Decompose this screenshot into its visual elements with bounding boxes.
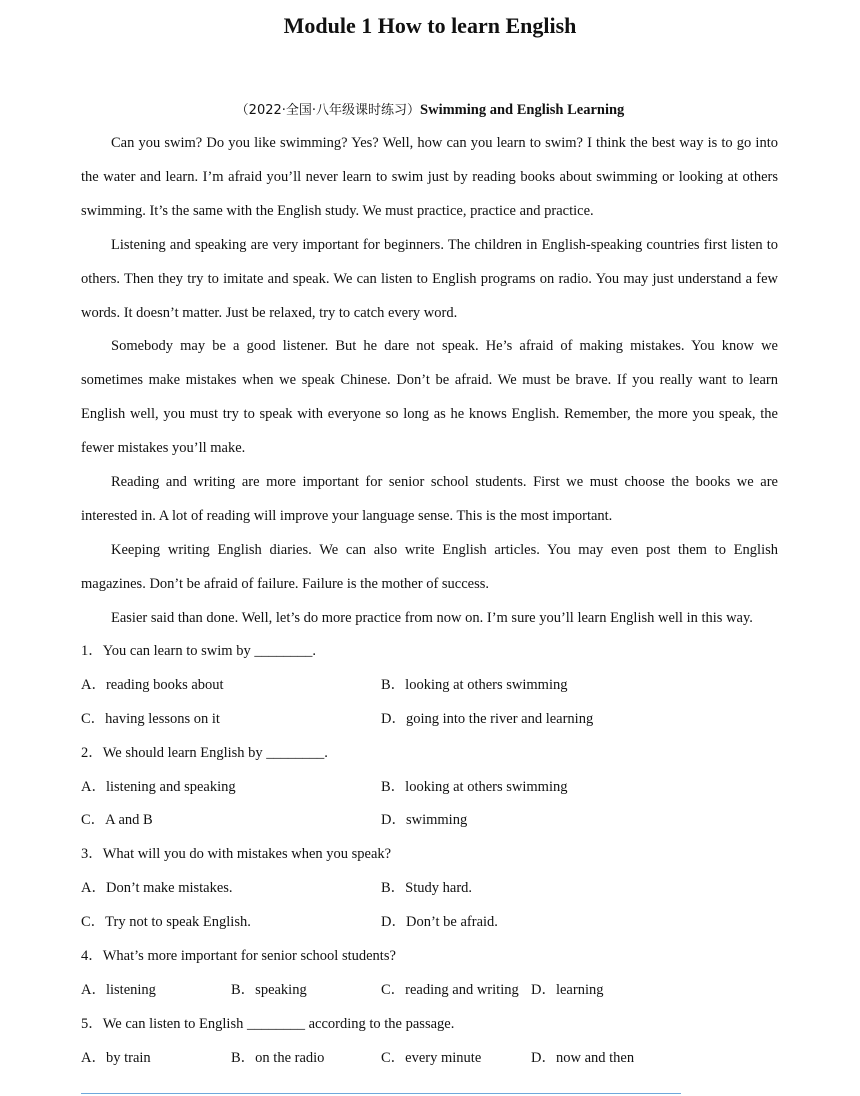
options-row [81, 804, 778, 838]
option-b[interactable]: B．on the radio [231, 1049, 325, 1066]
question-stem [81, 737, 778, 771]
paragraph: Listening and speaking are very important for beginners. The children in English-speaking countries first listen to others. Then they try to imitate and speak. We can listen to English programs on radio. You may just understand a few words. It doesn’t matter. Just be relaxed, try to catch every word. [81, 236, 778, 321]
options-row [81, 974, 778, 1008]
question-number: 3． [81, 846, 103, 863]
option-b[interactable]: B．looking at others swimming [381, 676, 568, 693]
question-stem [81, 838, 778, 872]
paragraph: Keeping writing English diaries. We can also write English articles. You may even post them to English magazines. Don’t be afraid of failure. Failure is the mother of success. [81, 541, 778, 592]
paragraph: Somebody may be a good listener. But he dare not speak. He’s afraid of making mistakes. You know we sometimes make mistakes when we speak Chinese. Don’t be afraid. We must be brave. If you really want to learn English well, you must try to speak with everyone so long as he knows English. Remember, the more you speak, the fewer mistakes you’ll make. [81, 338, 778, 457]
question-stem [81, 1008, 778, 1042]
option-b[interactable]: B．looking at others swimming [381, 778, 568, 795]
questions-section [81, 635, 778, 1076]
footer-divider [81, 1093, 681, 1094]
question-number: 4． [81, 948, 103, 965]
option-b[interactable]: B．Study hard. [381, 880, 473, 897]
options-row [81, 669, 778, 703]
option-d[interactable]: D．Don’t be afraid. [381, 914, 498, 931]
option-c[interactable]: C．A and B [81, 812, 153, 829]
options-row [81, 703, 778, 737]
question-stem [81, 635, 778, 669]
option-d[interactable]: D．learning [531, 981, 604, 998]
option-a[interactable]: A．listening [81, 981, 156, 998]
option-b[interactable]: B．speaking [231, 981, 307, 998]
question-text: What’s more important for senior school students? [102, 948, 396, 965]
question-text: What will you do with mistakes when you speak? [102, 846, 392, 863]
question-number: 1． [81, 643, 103, 659]
options-row [81, 872, 778, 906]
question-number: 5． [81, 1015, 103, 1032]
question-text: We should learn English by ________. [102, 744, 328, 761]
option-d[interactable]: D．now and then [531, 1049, 635, 1066]
option-a[interactable]: A．Don’t make mistakes. [81, 880, 233, 897]
source-note: （2022·全国·八年级课时练习） [235, 103, 421, 118]
option-d[interactable]: D．swimming [381, 812, 468, 829]
question-number: 2． [81, 744, 103, 761]
question-stem [81, 940, 778, 974]
passage-heading [0, 100, 860, 121]
question-text: We can listen to English ________ according to the passage. [102, 1015, 455, 1032]
option-c[interactable]: C．having lessons on it [81, 710, 220, 727]
option-a[interactable]: A．listening and speaking [81, 778, 236, 795]
reading-passage [81, 127, 778, 636]
question-text: You can learn to swim by ________. [102, 643, 316, 659]
document-title: Module 1 How to learn English [283, 13, 577, 38]
option-a[interactable]: A．reading books about [81, 676, 224, 693]
paragraph: Can you swim? Do you like swimming? Yes? Well, how can you learn to swim? I think the best way is to go into the water and learn. I’m afraid you’ll never learn to swim just by reading books about swimming or looking at others swimming. It’s the same with the English study. We must practice, practice and practice. [81, 135, 778, 219]
option-c[interactable]: C．every minute [381, 1049, 482, 1066]
option-d[interactable]: D．going into the river and learning [381, 710, 594, 727]
options-row [81, 906, 778, 940]
paragraph: Reading and writing are more important for senior school students. First we must choose the books we are interested in. A lot of reading will improve your language sense. This is the most important. [81, 474, 778, 524]
option-c[interactable]: C．reading and writing [381, 981, 519, 998]
options-row [81, 1042, 778, 1076]
paragraph: Easier said than done. Well, let’s do more practice from now on. I’m sure you’ll learn English well in this way. [111, 609, 753, 626]
option-a[interactable]: A．by train [81, 1049, 151, 1066]
options-row [81, 771, 778, 805]
passage-title: Swimming and English Learning [420, 102, 625, 118]
option-c[interactable]: C．Try not to speak English. [81, 914, 251, 931]
